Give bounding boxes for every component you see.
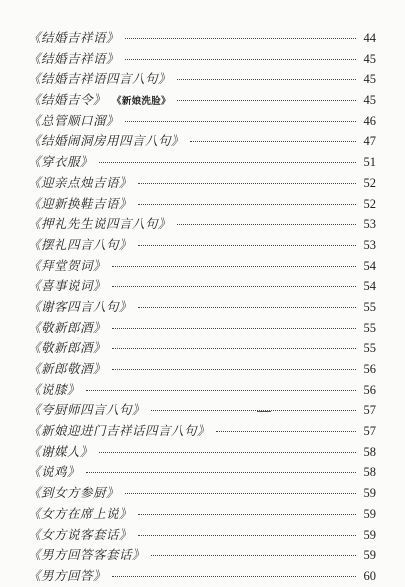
toc-page-number: 56: [363, 382, 376, 397]
dot-leader: [177, 100, 356, 101]
toc-page-number: 46: [363, 113, 376, 128]
toc-entry-title: 《结婚吉祥语四言八句》: [28, 71, 172, 87]
toc-row: [28, 235, 376, 256]
toc-row: [28, 69, 376, 90]
toc-page-number: 52: [363, 175, 376, 190]
dot-leader: [125, 121, 356, 122]
toc-entry-title: 《女方在席上说》: [28, 505, 133, 521]
toc-page-number: 54: [363, 279, 376, 294]
toc-page-number: 47: [363, 134, 376, 149]
toc-page-number: 55: [363, 341, 376, 356]
toc-row: [28, 442, 376, 463]
dot-leader: [112, 576, 356, 577]
toc-page-number: 59: [363, 486, 376, 501]
toc-row: [28, 545, 376, 566]
toc-entry-title: 《总管顺口溜》: [28, 112, 120, 128]
toc-page-number: 57: [363, 403, 376, 418]
toc-entry-title: 《女方说客套话》: [28, 526, 133, 542]
toc-page-number: 45: [363, 72, 376, 87]
toc-page-number: 59: [363, 548, 376, 563]
dot-leader: [86, 472, 356, 473]
toc-entry-title: 《穿衣服》: [28, 154, 94, 170]
toc-entry-title: 《结婚吉令》: [28, 92, 107, 108]
dot-leader: [112, 328, 356, 329]
toc-row: [28, 297, 376, 318]
toc-page-number: 44: [363, 31, 376, 45]
toc-entry-title: 《敬新郎酒》: [28, 319, 107, 335]
dot-leader: [190, 141, 356, 142]
toc-page-number: 52: [363, 196, 376, 211]
toc-row: [28, 421, 376, 442]
toc-page-number: 53: [363, 237, 376, 252]
toc-entry-title: 《迎亲点烛吉语》: [28, 174, 133, 190]
toc-entry-title: 《结婚吉祥语》: [28, 30, 120, 45]
dot-leader: [177, 224, 356, 225]
dot-leader: [138, 204, 356, 205]
dot-leader: [138, 307, 356, 308]
toc-entry-title: 《押礼先生说四言八句》: [28, 216, 172, 232]
toc-entry-title: 《迎新换鞋吉语》: [28, 195, 133, 211]
stray-print-mark: [257, 411, 271, 412]
dot-leader: [151, 410, 356, 411]
toc-row: [28, 318, 376, 339]
dot-leader: [99, 452, 356, 453]
toc-page-number: 54: [363, 258, 376, 273]
dot-leader: [125, 493, 356, 494]
dot-leader: [125, 59, 356, 60]
toc-row: [28, 400, 376, 421]
toc-page-number: 59: [363, 506, 376, 521]
table-of-contents: [28, 28, 376, 587]
toc-entry-title: 《谢媒人》: [28, 443, 94, 459]
toc-page-number: 45: [363, 93, 376, 108]
toc-row: [28, 173, 376, 194]
toc-entry-title: 《拜堂贺词》: [28, 257, 107, 273]
dot-leader: [216, 431, 356, 432]
toc-entry-title: 《到女方参厨》: [28, 485, 120, 501]
toc-row: [28, 566, 376, 587]
toc-entry-title: 《摆礼四言八句》: [28, 236, 133, 252]
dot-leader: [138, 535, 356, 536]
toc-entry-title: 《结婚吉祥语》: [28, 50, 120, 66]
toc-page-number: 56: [363, 362, 376, 376]
toc-row: [28, 276, 376, 297]
dot-leader: [112, 369, 356, 370]
toc-row: [28, 90, 376, 111]
toc-entry-title: 《男方回答客套话》: [28, 547, 146, 563]
toc-row: [28, 483, 376, 504]
toc-row: [28, 152, 376, 173]
toc-page-number: 59: [363, 527, 376, 542]
dot-leader: [151, 555, 356, 556]
dot-leader: [99, 162, 356, 163]
toc-entry-title: 《敬新郎酒》: [28, 340, 107, 356]
dot-leader: [138, 183, 356, 184]
dot-leader: [112, 286, 356, 287]
toc-entry-title: 《喜事说词》: [28, 278, 107, 294]
toc-entry-subtitle: 《新娘洗脸》: [112, 96, 171, 108]
toc-entry-title: 《谢客四言八句》: [28, 298, 133, 314]
dot-leader: [125, 38, 356, 39]
toc-row: [28, 504, 376, 525]
toc-page-number: 60: [363, 568, 376, 583]
toc-page-number: 51: [363, 155, 376, 170]
toc-entry-title: 《新娘迎进门吉祥话四言八句》: [28, 423, 211, 439]
dot-leader: [112, 348, 356, 349]
toc-row: [28, 131, 376, 152]
dot-leader: [86, 390, 356, 391]
toc-page-number: 57: [363, 424, 376, 439]
toc-row: [28, 194, 376, 215]
dot-leader: [177, 79, 356, 80]
toc-row: [28, 256, 376, 277]
toc-page-number: 58: [363, 444, 376, 459]
toc-row: [28, 338, 376, 359]
toc-row: [28, 111, 376, 132]
toc-entry-title: 《结婚闹洞房用四言八句》: [28, 133, 185, 149]
toc-page-number: 45: [363, 51, 376, 66]
toc-row: [28, 525, 376, 546]
toc-row: [28, 380, 376, 401]
toc-entry-title: 《夸厨师四言八句》: [28, 402, 146, 418]
toc-row: [28, 214, 376, 235]
toc-row: [28, 359, 376, 380]
toc-row: [28, 49, 376, 70]
toc-page-number: 55: [363, 320, 376, 335]
toc-page-number: 55: [363, 299, 376, 314]
dot-leader: [138, 245, 356, 246]
dot-leader: [112, 266, 356, 267]
toc-row: [28, 28, 376, 49]
toc-entry-title: 《说膝》: [28, 381, 81, 397]
toc-page-number: 53: [363, 217, 376, 232]
dot-leader: [138, 514, 356, 515]
toc-entry-title: 《说鸡》: [28, 464, 81, 480]
toc-page-number: 58: [363, 465, 376, 480]
toc-entry-title: 《新郎敬酒》: [28, 361, 107, 376]
toc-entry-title: 《男方回答》: [28, 567, 107, 583]
toc-row: [28, 462, 376, 483]
